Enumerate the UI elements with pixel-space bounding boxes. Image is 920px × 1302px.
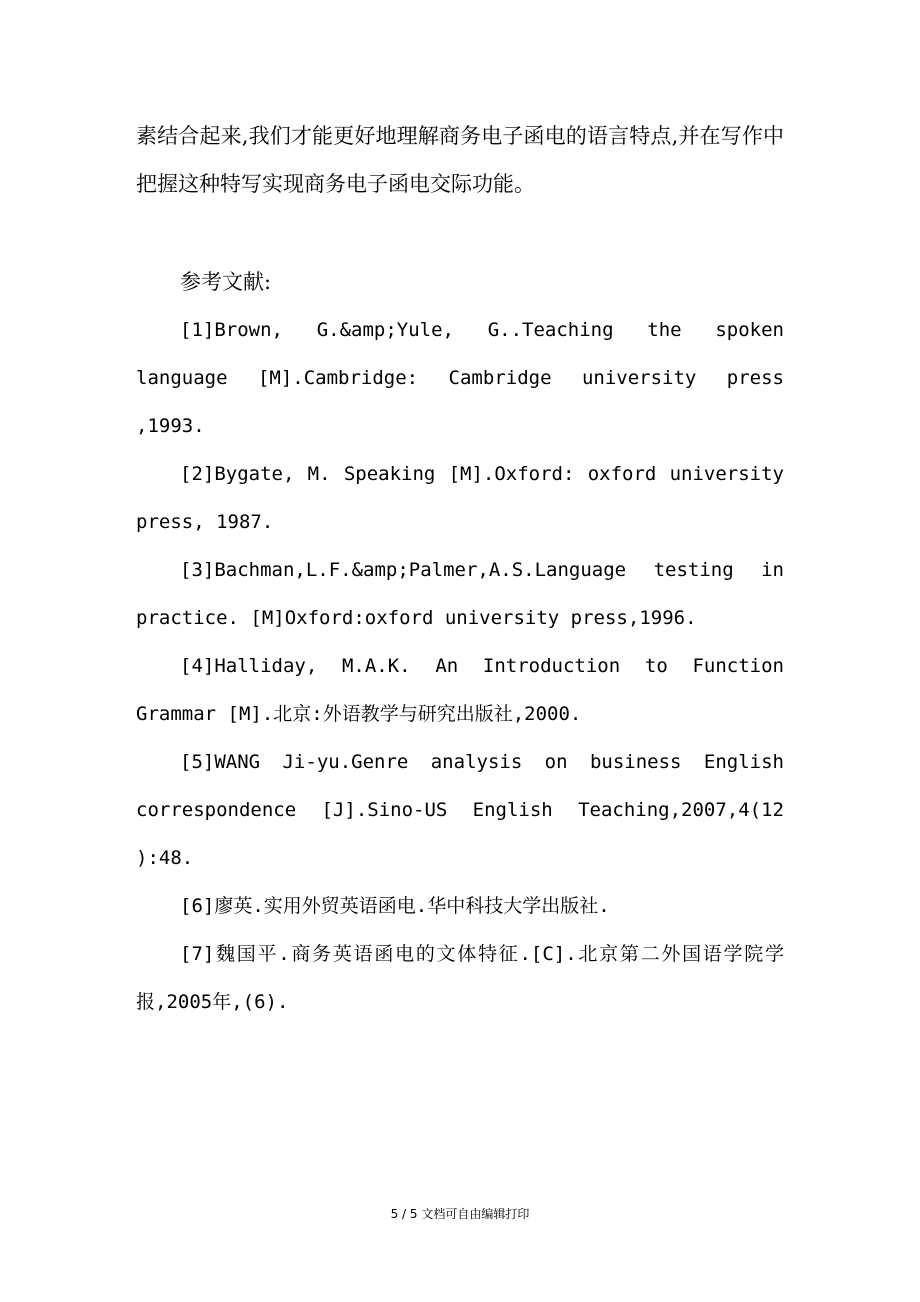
references-heading: 参考文献: <box>180 270 272 294</box>
references-list <box>136 306 784 1026</box>
reference-item-4: [4]Halliday, M.A.K. An Introduction to Function Grammar [M].北京:外语教学与研究出版社,2000. <box>136 655 784 725</box>
page-footer: 5 / 5 文档可自由编辑打印 <box>390 1207 530 1221</box>
reference-item-7: [7]魏国平.商务英语函电的文体特征.[C].北京第二外国语学院学报,2005年,(6). <box>136 943 784 1013</box>
reference-item-5: [5]WANG Ji-yu.Genre analysis on business English correspondence [J].Sino-US English Teaching,2007,4(12 ):48. <box>136 751 784 869</box>
reference-item-3: [3]Bachman,L.F.&amp;Palmer,A.S.Language testing in practice. [M]Oxford:oxford university press,1996. <box>136 559 784 629</box>
reference-item-1: [1]Brown, G.&amp;Yule, G..Teaching the spoken language [M].Cambridge: Cambridge university press ,1993. <box>136 319 784 437</box>
intro-paragraph: 素结合起来,我们才能更好地理解商务电子函电的语言特点,并在写作中把握这种特写实现商务电子函电交际功能。 <box>136 124 784 196</box>
reference-item-2: [2]Bygate, M. Speaking [M].Oxford: oxford university press, 1987. <box>136 463 784 533</box>
reference-item-6: [6]廖英.实用外贸英语函电.华中科技大学出版社. <box>180 895 610 917</box>
